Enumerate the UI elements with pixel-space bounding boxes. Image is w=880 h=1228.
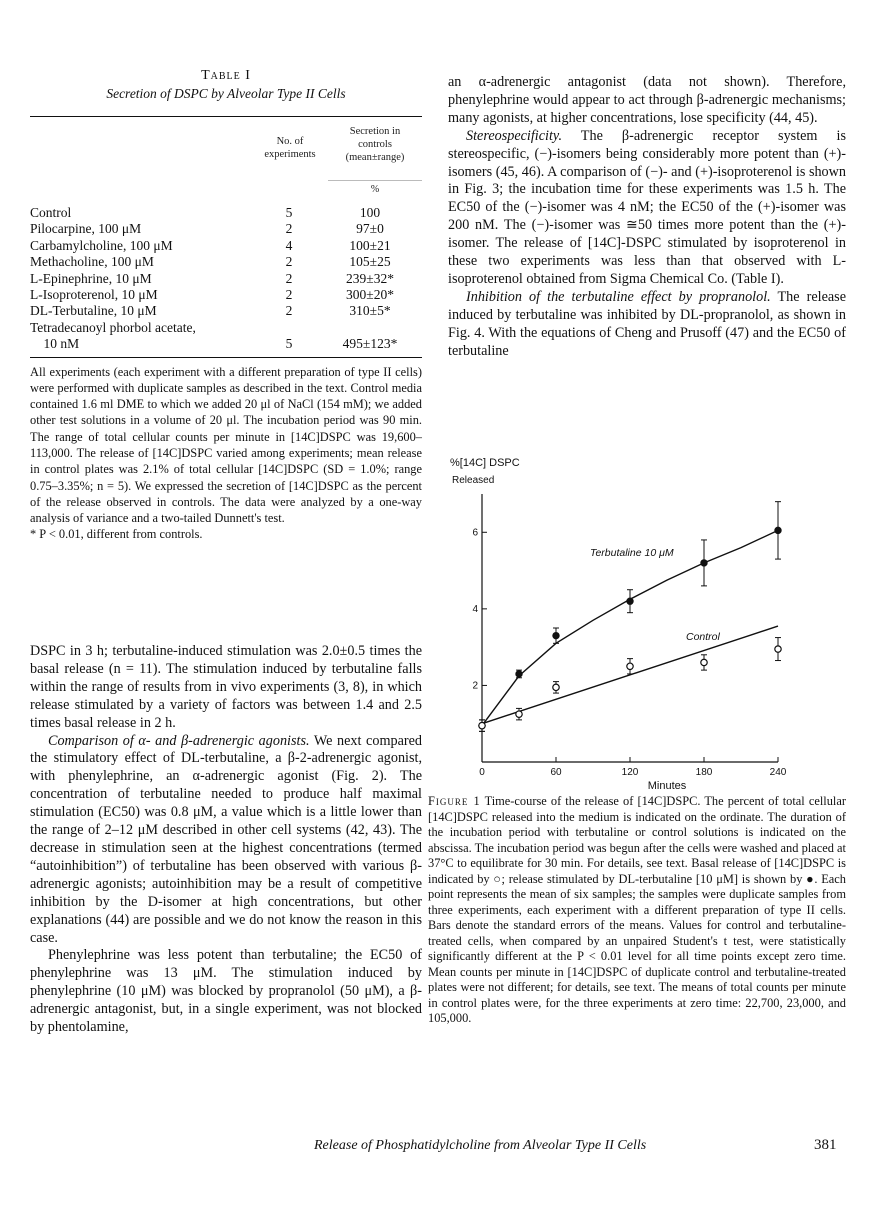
- table-row: [30, 303, 422, 319]
- table-cell-agent: DL-Terbutaline, 10 μM: [30, 303, 157, 319]
- table-cell-agent: L-Isoproterenol, 10 μM: [30, 286, 158, 302]
- table-bottom-rule: [30, 357, 422, 358]
- table-footnote: * P < 0.01, different from controls.: [30, 527, 203, 542]
- figure-1-chart: [440, 452, 840, 790]
- table-cell-agent: L-Epinephrine, 10 μM: [30, 270, 152, 286]
- fit-line: [482, 530, 778, 725]
- paragraph-right-3: Inhibition of the terbutaline effect by propranolol. The release induced by terbutaline was inhibited by DL-propranolol, as shown in Fig. 4. With the equations of Cheng and Prusoff (47) and the EC50 of terbutaline: [448, 288, 846, 359]
- table-cell-secretion: 97±0: [356, 221, 384, 237]
- table-row: [30, 320, 422, 336]
- heading-comparison-agonists: Comparison of α- and β-adrenergic agonists.: [48, 732, 310, 749]
- table-row: [30, 336, 422, 352]
- data-point-terbutaline: [775, 527, 781, 533]
- table-cell-secretion: 495±123*: [342, 336, 398, 352]
- left-column-text: [30, 643, 422, 1037]
- series-label-terbutaline: Terbutaline 10 μM: [590, 547, 674, 559]
- x-axis-label: Minutes: [647, 780, 687, 790]
- heading-stereospecificity: Stereospecificity.: [466, 127, 562, 144]
- table-cell-secretion: 310±5*: [349, 303, 391, 319]
- header-secretion: Secretion in controls (mean±range): [345, 126, 405, 163]
- table-cell-agent: Carbamylcholine, 100 μM: [30, 237, 173, 253]
- table-cell-n: 5: [285, 205, 293, 220]
- data-point-terbutaline: [553, 632, 559, 638]
- header-no-experiments: No. of experiments: [264, 136, 316, 160]
- table-row: [30, 254, 422, 270]
- data-point-control: [701, 659, 707, 665]
- data-point-control: [775, 646, 781, 652]
- running-title: Release of Phosphatidylcholine from Alveolar Type II Cells: [314, 1138, 647, 1153]
- data-point-terbutaline: [516, 671, 522, 677]
- table-cell-n: 2: [285, 221, 293, 237]
- table-cell-n: 2: [285, 254, 293, 270]
- table-cell-secretion: 239±32*: [346, 270, 394, 286]
- table-cell-n: 5: [285, 336, 293, 352]
- data-point-terbutaline: [701, 560, 707, 566]
- x-tick-label: 120: [621, 767, 639, 778]
- table-row: [30, 287, 422, 303]
- data-point-control: [553, 684, 559, 690]
- table-caption: Secretion of DSPC by Alveolar Type II Cells: [106, 86, 346, 101]
- table-header: [30, 117, 422, 205]
- table-cell-secretion: 100±21: [349, 237, 391, 253]
- y-tick-label: 4: [472, 603, 478, 615]
- table-cell-secretion: 300±20*: [346, 286, 394, 302]
- table-cell-n: [260, 320, 318, 336]
- table-cell-n: 4: [285, 237, 293, 253]
- table-1: [30, 68, 422, 543]
- figure-1-caption: Figure 1 Time-course of the release of [14C]DSPC. The percent of total cellular [14C]DSPC released into the medium is indicated on the ordinate. The duration of the incubation period with terbutaline or control solutions is indicated on the abscissa. The incubation period was begun after the cells were washed and placed at 37°C to equilibrate for 30 min. For details, see text. Basal release of [14C]DSPC is indicated by ○; release stimulated by DL-terbutaline [10 μM] is shown by ●. Each point represents the mean of six samples; the samples were duplicate samples from three experiments, each experiment with a different preparation of type II cells. Bars denote the standard errors of the means. Values for control and terbutaline-treated cells, when compared by an unpaired Student's t test, were statistically significantly different at the P < 0.01 level for all time points except zero time. Mean counts per minute in [14C]DSPC of duplicate control and terbutaline-treated plates were not different; for details, see text. The means of total counts per minute in control plates were, for the three experiments at zero time: 22,700, 23,000, and 105,000.: [428, 794, 847, 1025]
- table-body: [30, 205, 422, 353]
- table-cell-secretion: 100: [359, 205, 381, 220]
- data-point-terbutaline: [627, 598, 633, 604]
- page-number: 381: [814, 1137, 837, 1153]
- table-cell-agent: 10 nM: [30, 336, 80, 352]
- table-cell-n: 2: [285, 270, 293, 286]
- data-point-control: [627, 663, 633, 669]
- table-row: [30, 238, 422, 254]
- paragraph-left-3: Phenylephrine was less potent than terbutaline; the EC50 of phenylephrine was 13 μM. The stimulation induced by phenylephrine (10 μM) was blocked by propranolol (50 μM), a β-adrenergic antagonist, but, in a single experiment, was not blocked by phentolamine,: [30, 947, 422, 1036]
- y-tick-label: 2: [472, 680, 478, 692]
- x-tick-label: 180: [695, 767, 713, 778]
- paragraph-left-2: Comparison of α- and β-adrenergic agonists. We next compared the stimulatory effect of DL-terbutaline, a β-2-adrenergic agonist, with phenylephrine, an α-adrenergic agonist (Fig. 2). The concentration of terbutaline needed to produce half maximal stimulation (EC50) was 0.8 μM, a value which is a little lower than the range of 2–12 μM described in other cell systems (42, 43). The decrease in stimulation seen at the highest concentrations (termed “autoinhibition”) of terbutaline has been observed with various β-adrenergic agonists; autoinhibition may be a result of competitive inhibition by the D-isomer at high concentrations, but other explanations (44) are possible and we do not know the reason in this case.: [30, 732, 422, 946]
- paragraph-right-2: Stereospecificity. The β-adrenergic receptor system is stereospecific, (−)-isomers being considerably more potent than (+)-isomers (45, 46). A comparison of (−)- and (+)-isoproterenol is shown in Fig. 3; the incubation time for these experiments was 1.5 h. The EC50 of the (−)-isomer was 4 nM; the EC50 of the (+)-isomer was 200 nM. The (−)-isomer was ≅50 times more potent than the (+)-isomer. The release of [14C]-DSPC stimulated by isoproterenol in these two experiments was less than that observed with L-isoproterenol obtained from Sigma Chemical Co. (Table I).: [448, 127, 846, 287]
- table-cell-agent: Control: [30, 205, 72, 220]
- table-cell-n: 2: [285, 303, 293, 319]
- table-notes: All experiments (each experiment with a different preparation of type II cells) were performed with duplicate samples as described in the text. Control media contained 1.6 ml DME to which we added 20 μl of NaCl (154 mM); we added other test solutions in a volume of 20 μl. The incubation period was 90 min. The range of total cellular counts per minute in [14C]DSPC was 19,600–113,000. The release of [14C]DSPC varied among experiments; mean release in control plates was 2.1% of total cellular [14C]DSPC (SD = 1.0%; range 0.75–3.35%; n = 5). We expressed the secretion of [14C]DSPC as the percent of the release observed in controls. The data were analyzed by a one-way analysis of variance and a two-tailed Dunnett's test.: [30, 364, 422, 526]
- table-cell-agent: Pilocarpine, 100 μM: [30, 221, 142, 237]
- header-unit: %: [370, 184, 380, 195]
- x-tick-label: 240: [769, 767, 787, 778]
- figure-label: Figure 1: [428, 794, 481, 808]
- data-point-control: [479, 722, 485, 728]
- table-cell-secretion: [318, 320, 422, 336]
- paragraph-left-1: DSPC in 3 h; terbutaline-induced stimulation was 2.0±0.5 times the basal release (n = 11). The stimulation induced by terbutaline falls within the range of results from in vivo experiments (3, 8), in which release stimulated by a variety of factors was between 1.4 and 2.5 times basal release in 2 h.: [30, 643, 422, 731]
- y-axis-label-released: Released: [452, 475, 495, 486]
- table-row: [30, 271, 422, 287]
- table-title: Table I: [201, 68, 251, 83]
- data-point-control: [516, 711, 522, 717]
- table-row: [30, 221, 422, 237]
- table-cell-secretion: 105±25: [349, 254, 391, 270]
- table-cell-n: 2: [285, 286, 293, 302]
- y-tick-label: 6: [472, 527, 478, 539]
- table-cell-agent: Tetradecanoyl phorbol acetate,: [30, 319, 196, 335]
- x-tick-label: 60: [550, 767, 562, 778]
- heading-inhibition: Inhibition of the terbutaline effect by propranolol.: [466, 288, 771, 305]
- table-cell-agent: Methacholine, 100 μM: [30, 254, 154, 270]
- paragraph-right-1: an α-adrenergic antagonist (data not shown). Therefore, phenylephrine would appear to act through β-adrenergic mechanisms; many agonists, at higher concentrations, lose specificity (44, 45).: [448, 74, 846, 126]
- series-label-control: Control: [686, 631, 720, 643]
- table-row: [30, 205, 422, 221]
- right-column-text: [448, 74, 846, 361]
- y-axis-label: %[14C] DSPC: [450, 457, 520, 469]
- fit-line: [482, 626, 778, 724]
- x-tick-label: 0: [479, 767, 485, 778]
